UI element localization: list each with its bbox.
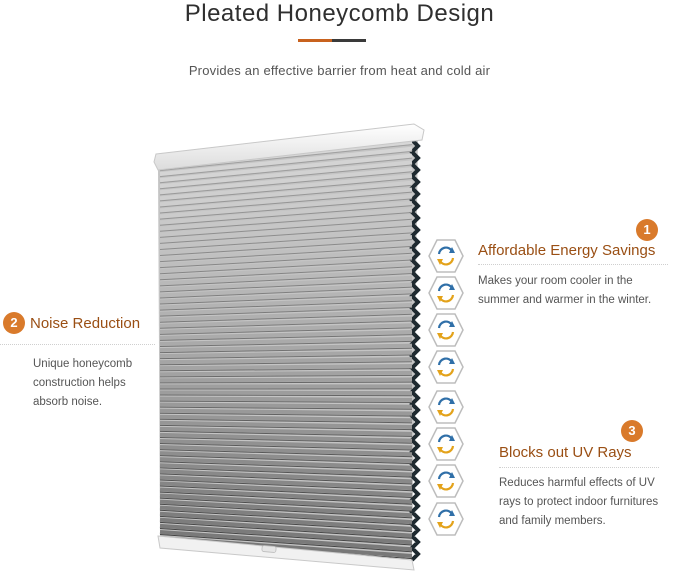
- hexagon-airflow-icon: [427, 500, 465, 538]
- hexagon-airflow-icon: [427, 311, 465, 349]
- feature-1-badge: 1: [636, 219, 658, 241]
- feature-3-divider: [499, 467, 659, 468]
- feature-2-divider: [0, 344, 155, 345]
- feature-2-description: Unique honeycomb construction helps absorb noise.: [33, 358, 133, 408]
- hexagon-airflow-icon: [427, 425, 465, 463]
- bottom-handle: [262, 545, 276, 552]
- feature-3-badge: 3: [621, 420, 643, 442]
- honeycomb-blind-illustration: [150, 118, 425, 578]
- feature-3-title: Blocks out UV Rays: [499, 444, 632, 461]
- pleat-fabric: [158, 138, 418, 560]
- feature-2-badge: 2: [3, 312, 25, 334]
- feature-2-title: Noise Reduction: [30, 315, 141, 332]
- hexagon-airflow-icon: [427, 348, 465, 386]
- feature-3-description: Reduces harmful effects of UV rays to protect indoor furnitures and family members.: [499, 477, 659, 527]
- hexagon-airflow-icon: [427, 388, 465, 426]
- page-title: Pleated Honeycomb Design: [184, 0, 495, 27]
- title-divider: [298, 39, 366, 42]
- hexagon-airflow-icon: [427, 274, 465, 312]
- hexagon-airflow-icon: [427, 237, 465, 275]
- feature-1-description: Makes your room cooler in the summer and warmer in the winter.: [478, 275, 652, 306]
- page-subtitle: Provides an effective barrier from heat and cold air: [188, 63, 491, 78]
- hexagon-airflow-icon: [427, 462, 465, 500]
- feature-1-divider: [478, 264, 668, 265]
- feature-1-title: Affordable Energy Savings: [478, 242, 656, 259]
